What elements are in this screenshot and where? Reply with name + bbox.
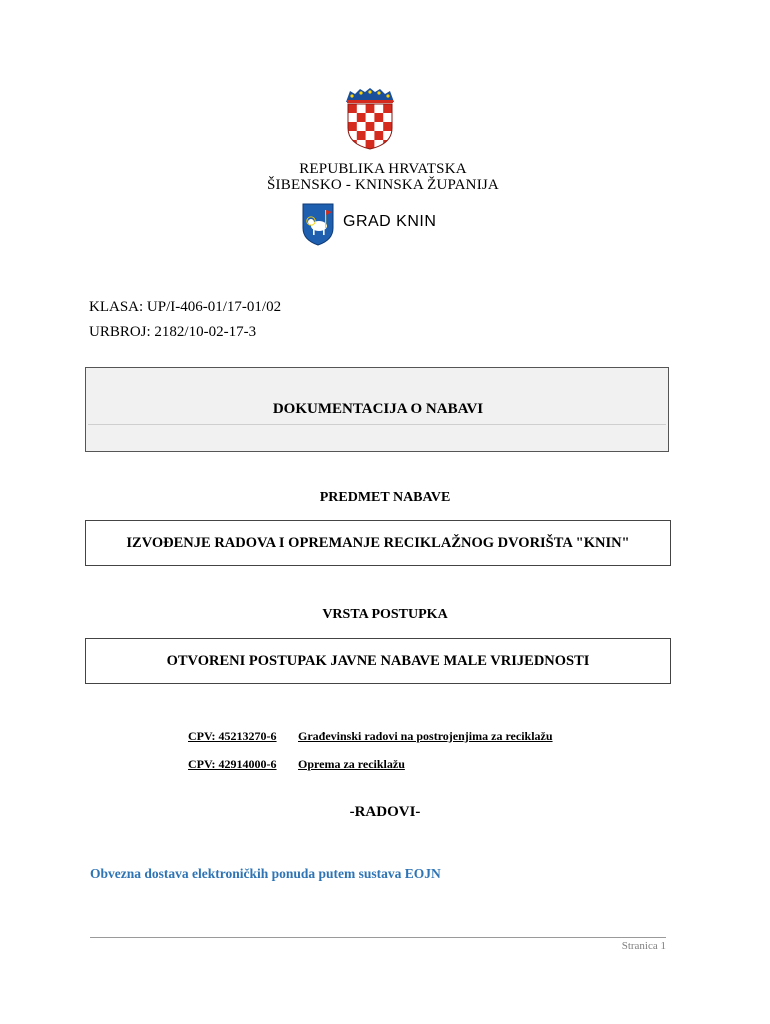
page-number: Stranica 1 <box>621 940 666 952</box>
box-divider <box>88 424 666 425</box>
city-name: GRAD KNIN <box>343 213 437 230</box>
procedure-heading: VRSTA POSTUPKA <box>322 607 448 622</box>
subject-value: IZVOĐENJE RADOVA I OPREMANJE RECIKLAŽNOG DVORIŠTA "KNIN" <box>126 534 630 551</box>
urbroj-reference: URBROJ: 2182/10-02-17-3 <box>89 324 257 340</box>
cpv-row <box>188 729 553 744</box>
county-name: ŠIBENSKO - KNINSKA ŽUPANIJA <box>267 177 499 193</box>
cpv-code: CPV: 45213270-6 <box>188 729 277 743</box>
procurement-type-label: -RADOVI- <box>349 804 421 820</box>
document-title-box <box>85 367 669 452</box>
klasa-reference: KLASA: UP/I-406-01/17-01/02 <box>89 299 282 315</box>
knin-shield-icon <box>301 202 335 246</box>
republic-name: REPUBLIKA HRVATSKA <box>299 161 467 177</box>
footer-divider <box>90 937 666 938</box>
procedure-value: OTVORENI POSTUPAK JAVNE NABAVE MALE VRIJEDNOSTI <box>166 652 590 669</box>
cpv-description: Građevinski radovi na postrojenjima za reciklažu <box>298 729 553 743</box>
croatia-coat-of-arms-icon <box>344 88 396 150</box>
subject-heading: PREDMET NABAVE <box>319 490 451 505</box>
subject-box <box>85 520 671 566</box>
cpv-description: Oprema za reciklažu <box>298 757 405 771</box>
eojn-notice: Obvezna dostava elektroničkih ponuda putem sustava EOJN <box>90 866 441 881</box>
cpv-code: CPV: 42914000-6 <box>188 757 277 771</box>
cpv-row <box>188 757 405 772</box>
document-title: DOKUMENTACIJA O NABAVI <box>272 401 484 417</box>
procedure-box <box>85 638 671 684</box>
